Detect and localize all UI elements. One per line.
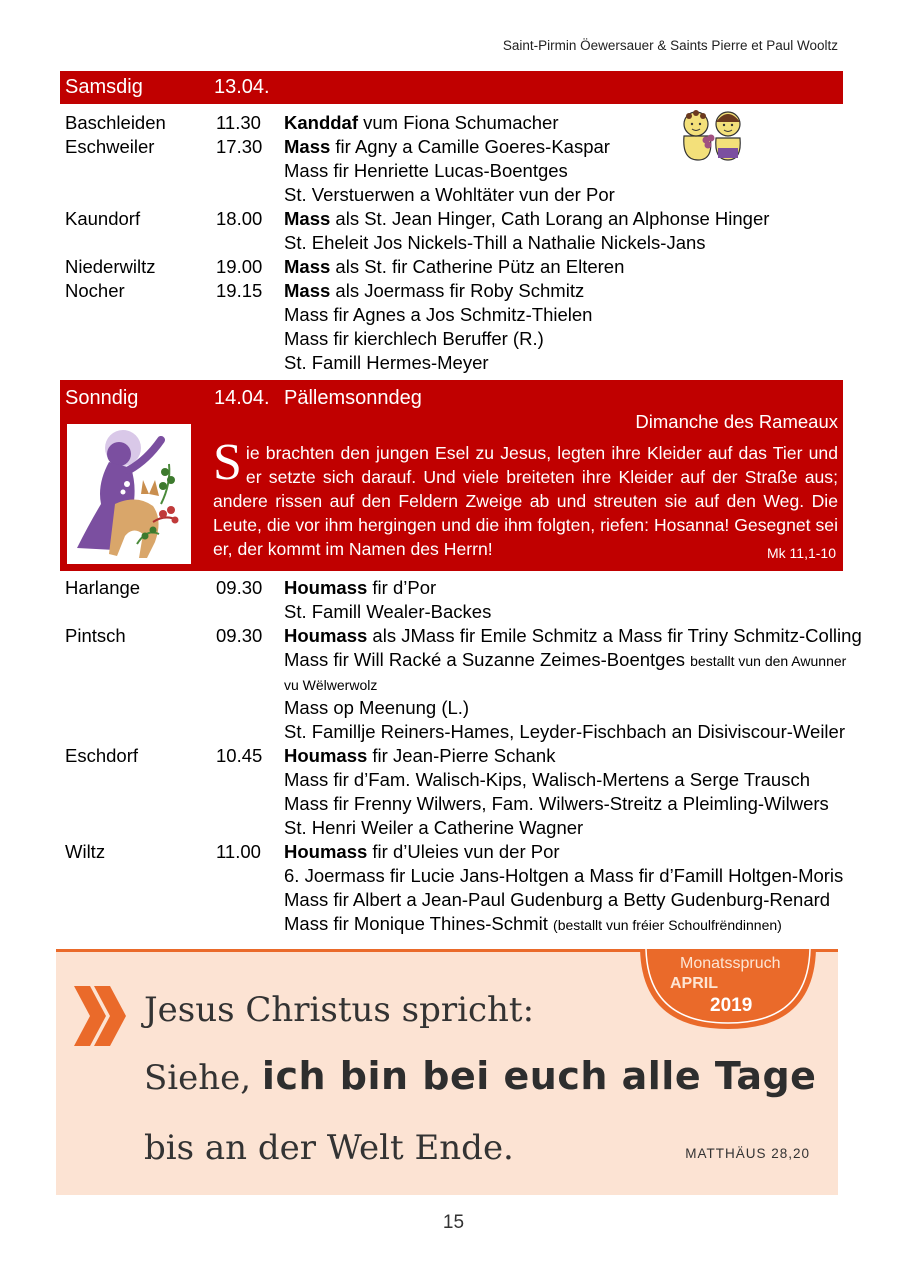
monthly-verse-box bbox=[56, 949, 838, 1195]
schedule-row bbox=[0, 183, 907, 207]
schedule-row bbox=[0, 768, 907, 792]
sunday-schedule bbox=[0, 576, 907, 936]
schedule-row bbox=[0, 600, 907, 624]
intention-text: Mass fir Will Racké a Suzanne Zeimes-Boentges bbox=[284, 649, 691, 670]
mass-description bbox=[284, 231, 706, 255]
intention-text: Mass fir Albert a Jean-Paul Gudenburg a Betty Gudenburg-Renard bbox=[284, 889, 831, 910]
intention-text: vum Fiona Schumacher bbox=[358, 112, 559, 133]
schedule-row bbox=[0, 624, 907, 648]
intention-text: Mass fir Frenny Wilwers, Fam. Wilwers-Streitz a Pleimling-Wilwers bbox=[284, 793, 829, 814]
mass-description bbox=[284, 648, 846, 673]
schedule-row bbox=[0, 207, 907, 231]
mass-time: 09.30 bbox=[216, 625, 263, 646]
mass-time: 18.00 bbox=[216, 208, 263, 229]
intention-text: St. Famill Hermes-Meyer bbox=[284, 352, 489, 373]
intention-text: fir Jean-Pierre Schank bbox=[367, 745, 556, 766]
sunday-feast-name: Pällemsonndeg bbox=[284, 387, 422, 409]
mass-description bbox=[284, 303, 592, 327]
intention-text: fir d’Uleies vun der Por bbox=[367, 841, 560, 862]
sunday-feast-name-fr: Dimanche des Rameaux bbox=[635, 411, 838, 432]
intention-text: Mass fir Monique Thines-Schmit bbox=[284, 913, 554, 934]
schedule-row bbox=[0, 696, 907, 720]
intention-text: als JMass fir Emile Schmitz a Mass fir Triny Schmitz-Colling bbox=[367, 625, 862, 646]
badge-year: 2019 bbox=[710, 995, 753, 1016]
schedule-row bbox=[0, 303, 907, 327]
intention-note: vu Wëlwerwolz bbox=[284, 677, 378, 693]
intention-text: Mass op Meenung (L.) bbox=[284, 697, 470, 718]
intention-text: St. Eheleit Jos Nickels-Thill a Nathalie Nickels-Jans bbox=[284, 232, 706, 253]
schedule-row bbox=[0, 816, 907, 840]
schedule-row bbox=[0, 231, 907, 255]
schedule-row bbox=[0, 135, 907, 159]
mass-description bbox=[284, 840, 560, 864]
mass-description bbox=[284, 279, 584, 303]
sunday-day: Sonndig bbox=[65, 387, 139, 409]
place-name: Harlange bbox=[65, 577, 141, 598]
place-name: Baschleiden bbox=[65, 112, 166, 133]
page-number: 15 bbox=[442, 1212, 465, 1233]
place-name: Kaundorf bbox=[65, 208, 141, 229]
service-type: Houmass bbox=[284, 577, 368, 598]
schedule-row bbox=[0, 351, 907, 375]
mass-description bbox=[284, 183, 615, 207]
place-name: Eschweiler bbox=[65, 136, 155, 157]
schedule-row bbox=[0, 840, 907, 864]
mass-description bbox=[284, 600, 491, 624]
schedule-row bbox=[0, 576, 907, 600]
schedule-row bbox=[0, 255, 907, 279]
schedule-row bbox=[0, 279, 907, 303]
service-type: Houmass bbox=[284, 625, 368, 646]
schedule-row bbox=[0, 792, 907, 816]
mass-time: 11.00 bbox=[216, 841, 261, 862]
gospel-text bbox=[213, 434, 838, 561]
service-type: Mass bbox=[284, 208, 331, 229]
mass-time: 11.30 bbox=[216, 112, 261, 133]
schedule-row bbox=[0, 864, 907, 888]
verse-line-2-plain: Siehe, bbox=[144, 1058, 262, 1098]
saturday-bar bbox=[60, 71, 843, 104]
intention-text: St. Famillje Reiners-Hames, Leyder-Fischbach an Disiviscour-Weiler bbox=[284, 721, 845, 742]
place-name: Eschdorf bbox=[65, 745, 139, 766]
mass-description bbox=[284, 624, 862, 648]
page-header: Saint-Pirmin Öewersauer & Saints Pierre et Paul Wooltz bbox=[502, 38, 838, 53]
mass-description bbox=[284, 768, 810, 792]
mass-description bbox=[284, 864, 843, 888]
mass-description bbox=[284, 576, 436, 600]
intention-text: 6. Joermass fir Lucie Jans-Holtgen a Mass fir d’Famill Holtgen-Moris bbox=[284, 865, 844, 886]
intention-text: St. Henri Weiler a Catherine Wagner bbox=[284, 817, 584, 838]
mass-description bbox=[284, 255, 624, 279]
service-type: Kanddaf bbox=[284, 112, 358, 133]
intention-text: Mass fir Agnes a Jos Schmitz-Thielen bbox=[284, 304, 593, 325]
schedule-row bbox=[0, 648, 907, 672]
service-type: Mass bbox=[284, 280, 331, 301]
intention-text: als St. fir Catherine Pütz an Elteren bbox=[330, 256, 625, 277]
gospel-reference: Mk 11,1-10 bbox=[767, 545, 836, 561]
monthly-badge bbox=[640, 949, 816, 1029]
saturday-day: Samsdig bbox=[65, 76, 143, 98]
schedule-row bbox=[0, 912, 907, 936]
mass-time: 17.30 bbox=[216, 136, 263, 157]
intention-note: bestallt vun den Awunner bbox=[690, 653, 847, 669]
schedule-row bbox=[0, 720, 907, 744]
schedule-row bbox=[0, 159, 907, 183]
mass-description bbox=[284, 327, 544, 351]
verse-line-2-bold: ich bin bei euch alle Tage bbox=[261, 1054, 817, 1098]
mass-description bbox=[284, 159, 568, 183]
intention-text: Mass fir d’Fam. Walisch-Kips, Walisch-Mertens a Serge Trausch bbox=[284, 769, 811, 790]
badge-label: Monatsspruch bbox=[680, 955, 781, 972]
intention-text: St. Famill Wealer-Backes bbox=[284, 601, 492, 622]
verse-line-1: Jesus Christus spricht: bbox=[144, 990, 535, 1030]
mass-time: 10.45 bbox=[216, 745, 263, 766]
mass-description bbox=[284, 207, 769, 231]
verse-line-2 bbox=[144, 1054, 816, 1098]
place-name: Pintsch bbox=[65, 625, 126, 646]
intention-text: als St. Jean Hinger, Cath Lorang an Alphonse Hinger bbox=[330, 208, 770, 229]
verse-citation: MATTHÄUS 28,20 bbox=[685, 1146, 810, 1161]
mass-time: 19.00 bbox=[216, 256, 263, 277]
mass-description bbox=[284, 672, 377, 697]
place-name: Niederwiltz bbox=[65, 256, 156, 277]
badge-month: APRIL bbox=[670, 975, 718, 992]
intention-text: Mass fir kierchlech Beruffer (R.) bbox=[284, 328, 544, 349]
intention-text: Mass fir Henriette Lucas-Boentges bbox=[284, 160, 568, 181]
schedule-row bbox=[0, 888, 907, 912]
service-type: Mass bbox=[284, 136, 331, 157]
sunday-date: 14.04. bbox=[214, 387, 270, 409]
mass-description bbox=[284, 351, 489, 375]
service-type: Houmass bbox=[284, 745, 368, 766]
intention-text: St. Verstuerwen a Wohltäter vun der Por bbox=[284, 184, 615, 205]
mass-description bbox=[284, 912, 782, 937]
mass-description bbox=[284, 720, 845, 744]
place-name: Nocher bbox=[65, 280, 125, 301]
mass-description bbox=[284, 135, 610, 159]
double-chevron-icon bbox=[72, 984, 128, 1048]
mass-description bbox=[284, 792, 829, 816]
intention-text: fir d’Por bbox=[367, 577, 437, 598]
saturday-schedule bbox=[0, 111, 907, 375]
mass-time: 19.15 bbox=[216, 280, 263, 301]
intention-note: (bestallt vun fréier Schoulfrëndinnen) bbox=[553, 917, 782, 933]
schedule-row bbox=[0, 327, 907, 351]
intention-text: fir Agny a Camille Goeres-Kaspar bbox=[330, 136, 610, 157]
place-name: Wiltz bbox=[65, 841, 106, 862]
mass-description bbox=[284, 816, 583, 840]
verse-line-3: bis an der Welt Ende. bbox=[144, 1128, 514, 1168]
saturday-date: 13.04. bbox=[214, 76, 270, 98]
palm-sunday-illustration bbox=[67, 424, 191, 564]
mass-time: 09.30 bbox=[216, 577, 263, 598]
schedule-row bbox=[0, 672, 907, 696]
mass-description bbox=[284, 888, 830, 912]
gospel-body: ie brachten den jungen Esel zu Jesus, legten ihre Kleider auf das Tier und er setzte sich darauf. Und viele breiteten ihre Kleider auf der Straße aus; andere rissen auf den Feldern Zweige ab und streuten sie auf den Weg. Die Leute, die vor ihm hergingen und die ihm folgten, riefen: Hosanna! Gesegnet sei er, der kommt im Namen des Herrn! bbox=[213, 443, 838, 560]
service-type: Mass bbox=[284, 256, 331, 277]
schedule-row bbox=[0, 111, 907, 135]
intention-text: als Joermass fir Roby Schmitz bbox=[330, 280, 585, 301]
mass-description bbox=[284, 744, 555, 768]
schedule-row bbox=[0, 744, 907, 768]
gospel-dropcap: S bbox=[213, 434, 242, 491]
mass-description bbox=[284, 111, 559, 135]
service-type: Houmass bbox=[284, 841, 368, 862]
mass-description bbox=[284, 696, 469, 720]
